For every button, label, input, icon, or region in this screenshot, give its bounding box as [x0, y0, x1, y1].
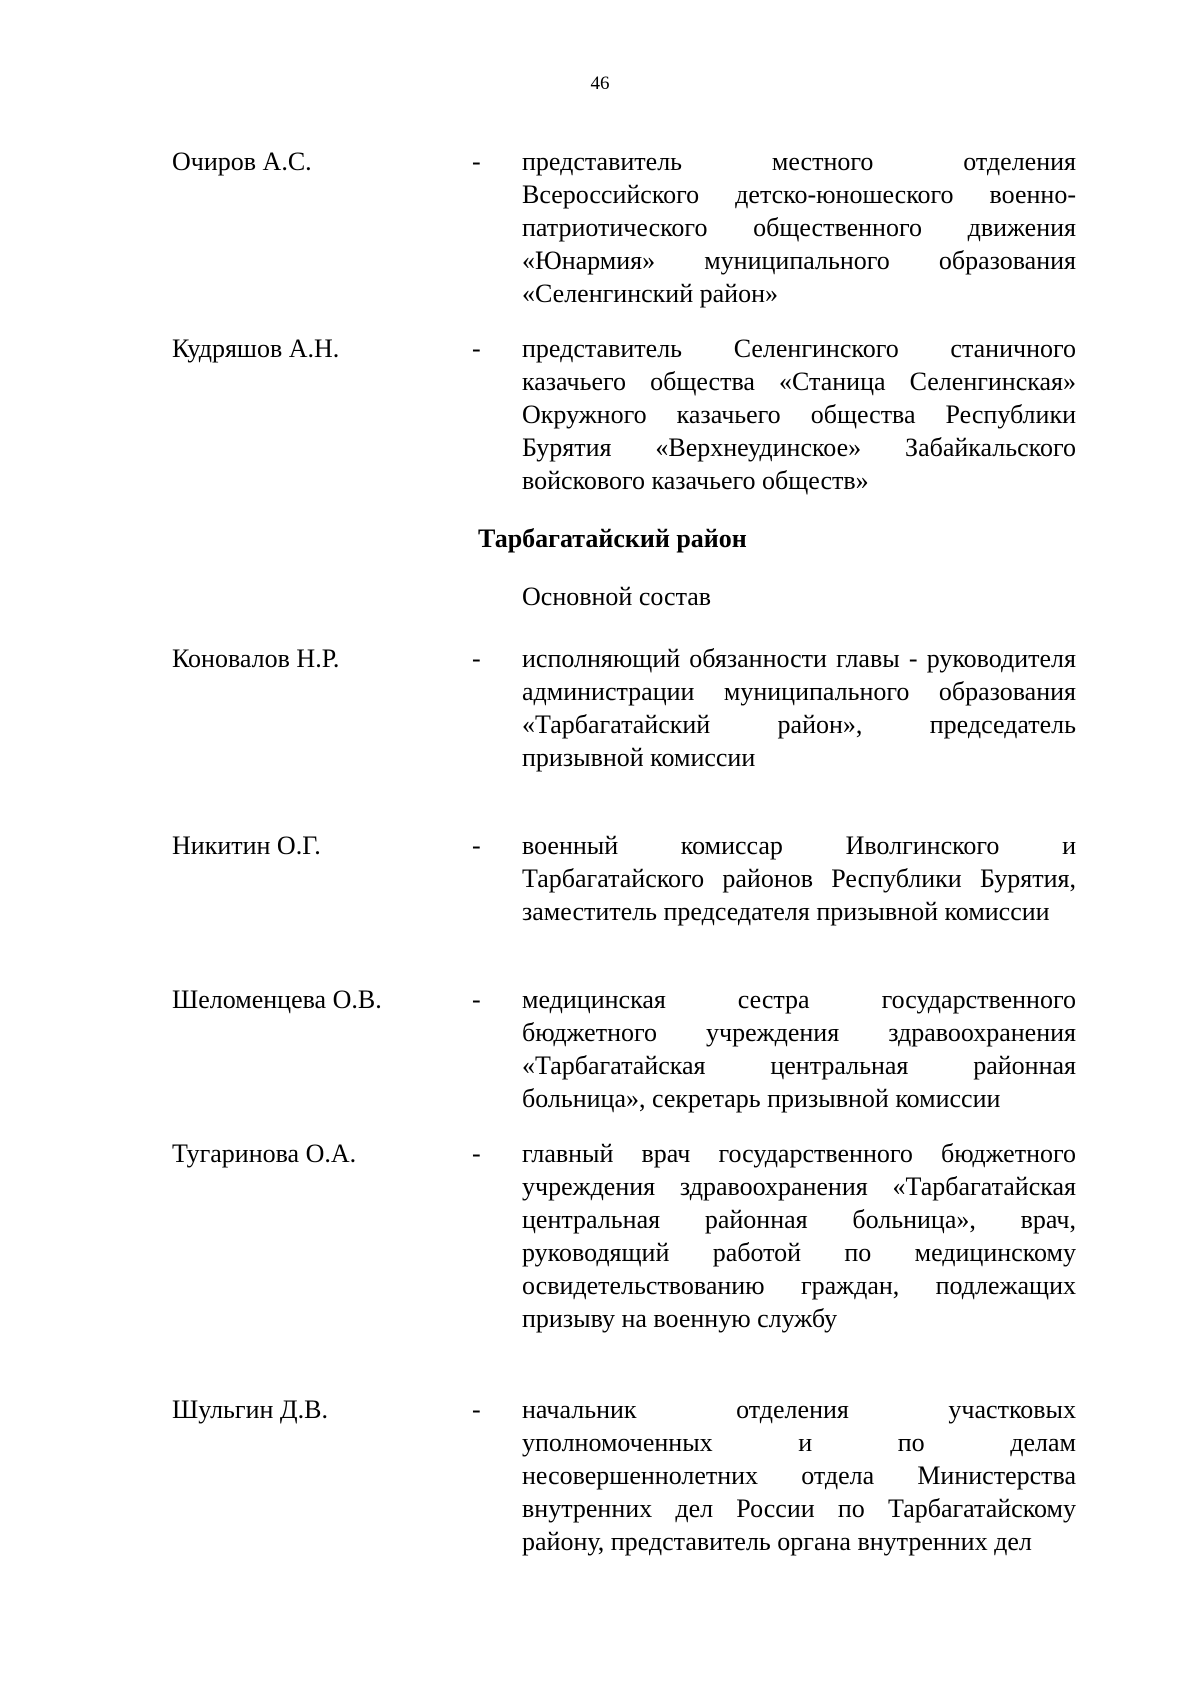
entry-dash: -: [472, 831, 481, 860]
member-role: начальник отделения участковых уполномоченных и по делам несовершеннолетних отдела Министерства внутренних дел России по Тарбагатайскому району, представитель органа внутренних дел: [522, 1395, 1076, 1556]
member-role: представитель местного отделения Всероссийского детско-юношеского военно-патриотического общественного движения «Юнармия» муниципального образования «Селенгинский район»: [522, 147, 1076, 308]
member-name: Тугаринова О.А.: [172, 1139, 357, 1168]
subsection-title: Основной состав: [522, 582, 712, 611]
entry-dash: -: [472, 334, 481, 363]
member-name: Кудряшов А.Н.: [172, 334, 340, 363]
member-role: главный врач государственного бюджетного учреждения здравоохранения «Тарбагатайская центральная районная больница», врач, руководящий работой по медицинскому освидетельствованию граждан, подлежащих призыву на военную службу: [522, 1139, 1076, 1333]
member-role: представитель Селенгинского станичного казачьего общества «Станица Селенгинская» Окружного казачьего общества Республики Бурятия «Верхнеудинское» Забайкальского войскового казачьего обществ»: [522, 334, 1076, 495]
member-name: Никитин О.Г.: [172, 831, 321, 860]
entry-dash: -: [472, 644, 481, 673]
member-name: Коновалов Н.Р.: [172, 644, 340, 673]
member-name: Очиров А.С.: [172, 147, 312, 176]
member-role: исполняющий обязанности главы - руководителя администрации муниципального образования «Тарбагатайский район», председатель призывной комиссии: [522, 644, 1076, 772]
entry-dash: -: [472, 147, 481, 176]
entry-dash: -: [472, 985, 481, 1014]
member-role: военный комиссар Иволгинского и Тарбагатайского районов Республики Бурятия, заместитель председателя призывной комиссии: [522, 831, 1076, 926]
page-number: 46: [590, 73, 610, 94]
entry-dash: -: [472, 1395, 481, 1424]
member-name: Шеломенцева О.В.: [172, 985, 382, 1014]
member-name: Шульгин Д.В.: [172, 1395, 328, 1424]
entry-dash: -: [472, 1139, 481, 1168]
section-title: Тарбагатайский район: [478, 524, 747, 553]
member-role: медицинская сестра государственного бюджетного учреждения здравоохранения «Тарбагатайская центральная районная больница», секретарь призывной комиссии: [522, 985, 1076, 1113]
